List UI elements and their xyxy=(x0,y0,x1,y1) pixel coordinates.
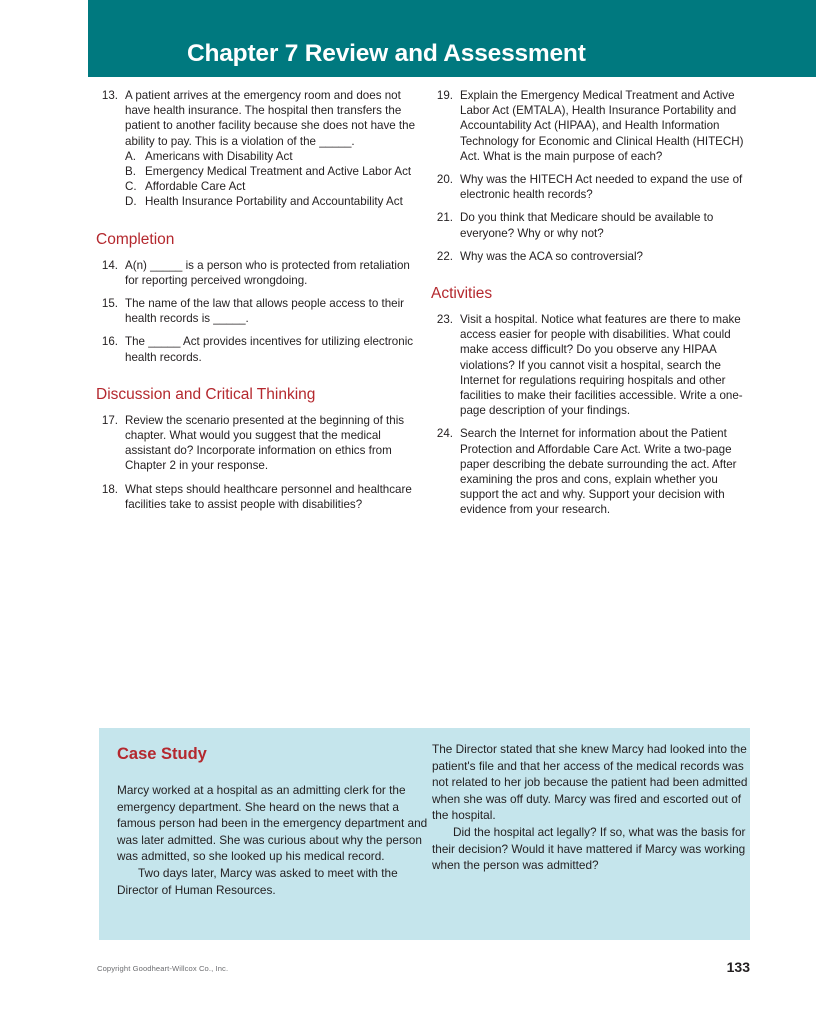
option-text: Emergency Medical Treatment and Active Labor Act xyxy=(145,165,412,179)
question-item xyxy=(96,482,418,512)
question-text: The _____ Act provides incentives for utilizing electronic health records. xyxy=(125,335,414,364)
answer-option xyxy=(125,194,418,209)
option-letter: B. xyxy=(125,165,136,179)
option-text: Affordable Care Act xyxy=(145,180,246,194)
question-text: Explain the Emergency Medical Treatment and Active Labor Act (EMTALA), Health Insurance Portability and Accountability Act (HIPAA), and Health Information Technology for Economic and Clinical Health (HITECH) Act. What is the main purpose of each? xyxy=(460,89,744,163)
option-letter: D. xyxy=(125,195,137,209)
case-study-box xyxy=(99,728,750,940)
question-text: The name of the law that allows people access to their health records is _____. xyxy=(125,297,405,326)
option-letter: A. xyxy=(125,149,136,163)
question-number: 16. xyxy=(101,335,118,349)
left-column xyxy=(96,88,418,520)
question-number: 19. xyxy=(436,89,453,102)
question-item xyxy=(431,249,753,264)
answer-option xyxy=(125,149,418,164)
case-study-left-column xyxy=(117,745,437,898)
chapter-header-banner xyxy=(88,0,816,77)
question-item xyxy=(96,334,418,364)
question-number: 17. xyxy=(101,413,118,427)
section-heading-completion: Completion xyxy=(96,230,175,248)
question-item xyxy=(96,296,418,326)
page-title: Chapter 7 Review and Assessment xyxy=(187,40,586,67)
case-study-right-column xyxy=(432,741,752,874)
question-item xyxy=(431,426,753,517)
question-text: Search the Internet for information about the Patient Protection and Affordable Care Act. Write a two-page paper describing the debate surrounding the act. After examining the pros and cons, explain whether you support the act and why. Support your decision with evidence from your research. xyxy=(460,427,737,517)
case-study-paragraph: Two days later, Marcy was asked to meet with the Director of Human Resources. xyxy=(117,865,398,897)
question-item xyxy=(96,88,418,210)
question-number: 23. xyxy=(436,313,453,327)
case-study-paragraph: The Director stated that she knew Marcy had looked into the patient's file and that her access of the medical records was not related to her job because the patient had been admitted when she was off duty. Marcy was fired and escorted out of the hospital. xyxy=(432,742,748,823)
question-text: Review the scenario presented at the beginning of this chapter. What would you suggest that the medical assistant do? Incorporate information on ethics from Chapter 2 in your response. xyxy=(125,413,405,473)
question-item xyxy=(431,88,753,164)
question-number: 14. xyxy=(101,258,118,272)
question-item xyxy=(431,210,753,240)
right-column xyxy=(431,88,753,526)
question-text: Why was the HITECH Act needed to expand the use of electronic health records? xyxy=(460,173,743,202)
option-text: Health Insurance Portability and Accountability Act xyxy=(145,195,403,209)
question-number: 22. xyxy=(436,249,453,263)
answer-option-list xyxy=(125,149,418,210)
question-text: Why was the ACA so controversial? xyxy=(460,249,644,263)
option-text: Americans with Disability Act xyxy=(145,149,293,163)
copyright-notice: Copyright Goodheart-Willcox Co., Inc. xyxy=(97,964,229,973)
case-study-paragraph: Did the hospital act legally? If so, what was the basis for their decision? Would it have mattered if Marcy was working when the person was admitted? xyxy=(432,824,746,873)
question-text: What steps should healthcare personnel and healthcare facilities take to assist people with disabilities? xyxy=(125,482,412,511)
question-text: Visit a hospital. Notice what features are there to make access easier for people with disabilities. What could make access difficult? Do you observe any HIPAA violations? If you cannot visit a hospital, search the Internet for regulations requiring hospitals and other facilities to make their facilities accessible. Write a one-page description of your findings. xyxy=(460,313,743,418)
question-item xyxy=(96,413,418,474)
question-text: Do you think that Medicare should be available to everyone? Why or why not? xyxy=(460,211,714,240)
question-item xyxy=(431,172,753,202)
question-number: 20. xyxy=(436,173,453,187)
option-letter: C. xyxy=(125,180,137,194)
page-number: 133 xyxy=(726,959,750,975)
section-heading-activities: Activities xyxy=(431,285,493,303)
case-study-paragraph: Marcy worked at a hospital as an admitting clerk for the emergency department. She heard on the news that a famous person had been in the emergency department and was later admitted. She was curious about why the person was admitted, so she looked up his medical record. xyxy=(117,783,428,864)
question-number: 24. xyxy=(436,427,453,441)
question-number: 13. xyxy=(101,89,118,102)
answer-option xyxy=(125,179,418,194)
answer-option xyxy=(125,164,418,179)
question-number: 18. xyxy=(101,482,118,496)
section-heading-discussion: Discussion and Critical Thinking xyxy=(96,385,316,403)
question-text: A patient arrives at the emergency room and does not have health insurance. The hospital then transfers the patient to another facility because she does not have the ability to pay. This is a violation of the _____. xyxy=(125,89,416,148)
question-number: 21. xyxy=(436,211,453,225)
question-item xyxy=(431,312,753,418)
case-study-inner xyxy=(99,728,750,940)
case-study-title: Case Study xyxy=(117,745,207,763)
question-number: 15. xyxy=(101,297,118,311)
question-text: A(n) _____ is a person who is protected from retaliation for reporting perceived wrongdoing. xyxy=(125,258,410,287)
question-item xyxy=(96,258,418,288)
